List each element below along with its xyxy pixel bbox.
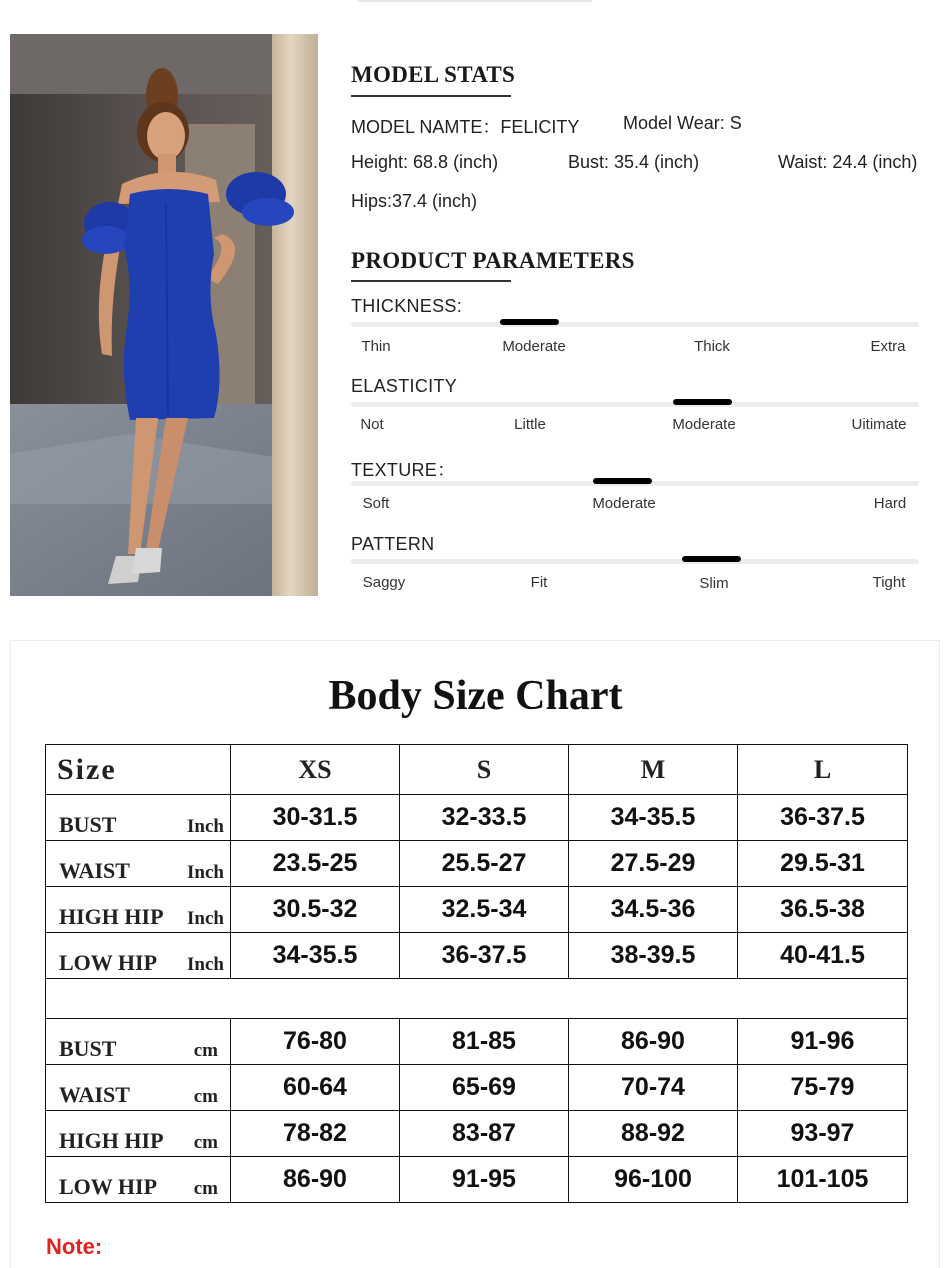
model-waist: Waist: 24.4 (inch) — [778, 152, 918, 172]
table-cell: 86-90 — [569, 1019, 738, 1065]
table-spacer-cell — [46, 979, 908, 1019]
pattern-tick-tight: Tight — [872, 574, 906, 591]
table-cell: 78-82 — [231, 1111, 400, 1157]
model-bust: Bust: 35.4 (inch) — [568, 152, 700, 172]
size-header-xs: XS — [231, 745, 400, 795]
thickness-label: THICKNESS: — [351, 296, 463, 316]
table-cell: 34-35.5 — [231, 933, 400, 979]
table-cell: 101-105 — [738, 1157, 908, 1203]
elasticity-marker — [673, 399, 732, 405]
table-cell: 93-97 — [738, 1111, 908, 1157]
row-unit: cm — [193, 1040, 218, 1061]
texture-marker — [593, 478, 652, 484]
row-name: LOW HIP — [59, 1174, 158, 1199]
texture-tick-soft: Soft — [362, 495, 390, 512]
table-cell: 30-31.5 — [231, 795, 400, 841]
row-name: HIGH HIP — [59, 1128, 164, 1153]
elasticity-tick-uitimate: Uitimate — [851, 416, 907, 433]
elasticity-tick-moderate: Moderate — [672, 416, 736, 433]
table-cell: 38-39.5 — [569, 933, 738, 979]
table-cell: 36-37.5 — [400, 933, 569, 979]
row-name: BUST — [59, 812, 117, 837]
product-parameters-underline — [351, 280, 511, 282]
table-cell: 91-96 — [738, 1019, 908, 1065]
table-cell: 86-90 — [231, 1157, 400, 1203]
elasticity-track — [351, 402, 919, 407]
size-table — [45, 744, 908, 1203]
thickness-marker — [500, 319, 559, 325]
table-row — [46, 1111, 908, 1157]
pattern-marker — [682, 556, 741, 562]
texture-track — [351, 481, 919, 486]
model-hips: Hips:37.4 (inch) — [351, 191, 478, 211]
table-cell: 76-80 — [231, 1019, 400, 1065]
table-spacer-row — [46, 979, 908, 1019]
table-cell: 83-87 — [400, 1111, 569, 1157]
elasticity-tick-little: Little — [514, 416, 546, 433]
product-parameters-heading: PRODUCT PARAMETERS — [351, 248, 635, 273]
top-divider — [358, 0, 592, 2]
row-label-cell — [46, 933, 231, 979]
thickness-tick-thick: Thick — [694, 338, 730, 355]
pattern-tick-saggy: Saggy — [362, 574, 406, 591]
row-unit: Inch — [187, 862, 224, 883]
thickness-tick-moderate: Moderate — [502, 338, 566, 355]
table-cell: 34.5-36 — [569, 887, 738, 933]
row-label-cell — [46, 841, 231, 887]
texture-tick-moderate: Moderate — [592, 495, 656, 512]
thickness-tick-thin: Thin — [361, 338, 391, 355]
table-row — [46, 1065, 908, 1111]
table-row — [46, 795, 908, 841]
size-header-label: Size — [46, 745, 231, 795]
table-row — [46, 1157, 908, 1203]
table-cell: 96-100 — [569, 1157, 738, 1203]
table-cell: 36.5-38 — [738, 887, 908, 933]
pattern-tick-slim: Slim — [699, 575, 729, 592]
table-cell: 60-64 — [231, 1065, 400, 1111]
table-cell: 27.5-29 — [569, 841, 738, 887]
size-header-row — [46, 745, 908, 795]
size-chart-title: Body Size Chart — [328, 673, 623, 719]
row-name: WAIST — [59, 858, 130, 883]
elasticity-tick-not: Not — [360, 416, 384, 433]
texture-label: TEXTURE： — [351, 460, 456, 480]
note-label: Note: — [46, 1234, 103, 1259]
thickness-track — [351, 322, 919, 327]
size-header-s: S — [400, 745, 569, 795]
row-label-cell — [46, 887, 231, 933]
model-height: Height: 68.8 (inch) — [351, 152, 499, 172]
pattern-tick-fit: Fit — [530, 574, 548, 591]
row-unit: cm — [193, 1178, 218, 1199]
table-row — [46, 841, 908, 887]
thickness-tick-extra: Extra — [870, 338, 906, 355]
table-cell: 70-74 — [569, 1065, 738, 1111]
pattern-track — [351, 559, 919, 564]
model-photo — [10, 34, 318, 596]
table-cell: 75-79 — [738, 1065, 908, 1111]
table-cell: 91-95 — [400, 1157, 569, 1203]
row-unit: Inch — [187, 954, 224, 975]
model-illustration — [10, 34, 318, 596]
row-name: HIGH HIP — [59, 904, 164, 929]
table-cell: 36-37.5 — [738, 795, 908, 841]
table-cell: 81-85 — [400, 1019, 569, 1065]
table-cell: 34-35.5 — [569, 795, 738, 841]
table-cell: 40-41.5 — [738, 933, 908, 979]
table-cell: 32.5-34 — [400, 887, 569, 933]
model-stats-heading: MODEL STATS — [351, 62, 516, 87]
table-cell: 88-92 — [569, 1111, 738, 1157]
pattern-label: PATTERN — [351, 534, 435, 554]
table-row — [46, 933, 908, 979]
row-label-cell — [46, 1019, 231, 1065]
row-label-cell — [46, 1157, 231, 1203]
model-name: MODEL NAMTE：FELICITY — [351, 117, 580, 137]
row-name: BUST — [59, 1036, 117, 1061]
table-cell: 65-69 — [400, 1065, 569, 1111]
table-cell: 25.5-27 — [400, 841, 569, 887]
row-unit: Inch — [187, 816, 224, 837]
table-cell: 23.5-25 — [231, 841, 400, 887]
row-unit: cm — [193, 1086, 218, 1107]
row-label-cell — [46, 1065, 231, 1111]
row-label-cell — [46, 1111, 231, 1157]
row-unit: Inch — [187, 908, 224, 929]
row-unit: cm — [193, 1132, 218, 1153]
texture-tick-hard: Hard — [873, 495, 907, 512]
row-label-cell — [46, 795, 231, 841]
model-wear: Model Wear: S — [623, 113, 742, 133]
table-row — [46, 887, 908, 933]
size-header-m: M — [569, 745, 738, 795]
table-cell: 29.5-31 — [738, 841, 908, 887]
table-cell: 30.5-32 — [231, 887, 400, 933]
row-name: WAIST — [59, 1082, 130, 1107]
table-row — [46, 1019, 908, 1065]
elasticity-label: ELASTICITY — [351, 376, 458, 396]
size-header-l: L — [738, 745, 908, 795]
table-cell: 32-33.5 — [400, 795, 569, 841]
model-stats-underline — [351, 95, 511, 97]
row-name: LOW HIP — [59, 950, 158, 975]
